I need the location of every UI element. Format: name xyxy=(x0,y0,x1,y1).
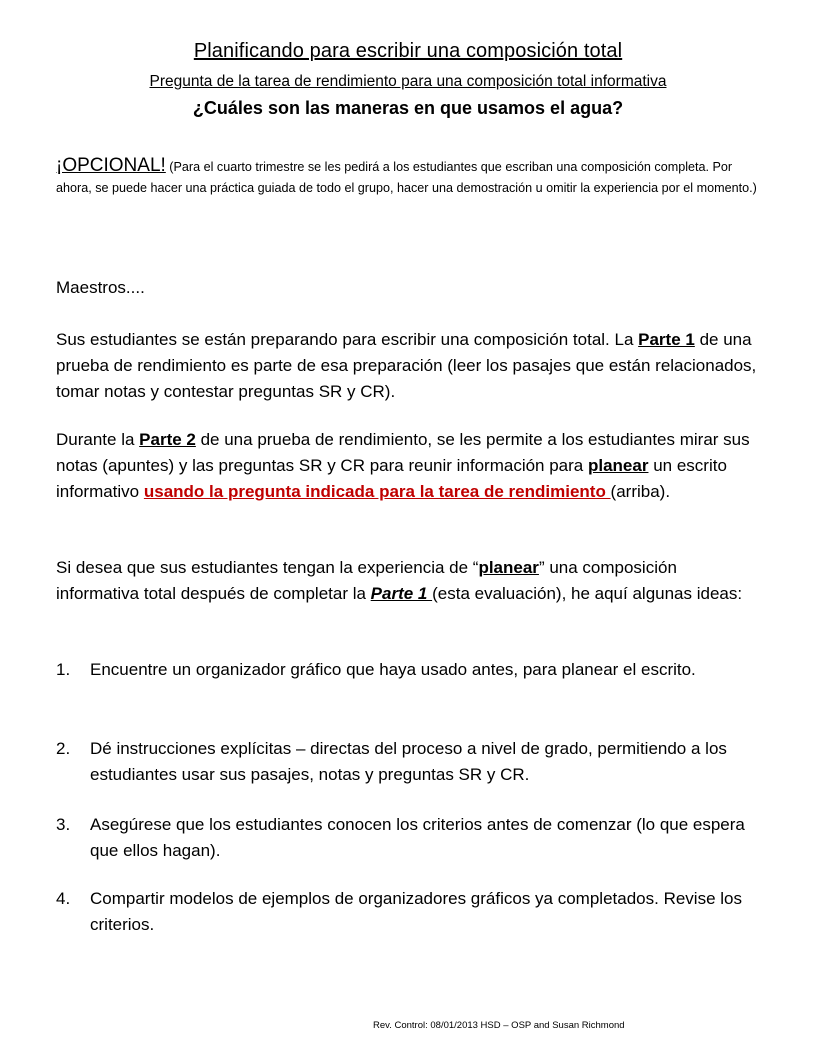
greeting: Maestros.... xyxy=(56,278,145,297)
paragraph-1-text-a: Sus estudiantes se están preparando para escribir una composición total. La xyxy=(56,330,639,349)
list-number: 1. xyxy=(56,660,71,679)
paragraph-3-text-c: (esta evaluación), he aquí algunas ideas: xyxy=(432,584,743,603)
paragraph-3-text-b: ” una composición informativa total después de completar la xyxy=(56,558,677,603)
task-question: ¿Cuáles son las maneras en que usamos el agua? xyxy=(192,98,624,118)
paragraph-2-text-c: un escrito informativo xyxy=(56,456,727,501)
list-number: 2. xyxy=(56,739,71,758)
list-item xyxy=(56,886,768,938)
plan-keyword-2: planear xyxy=(478,558,539,577)
part-2-label: Parte 2 xyxy=(139,430,196,449)
list-item xyxy=(56,812,768,864)
list-text: Compartir modelos de ejemplos de organizadores gráficos ya completados. Revise los criterios. xyxy=(90,889,742,934)
paragraph-2-text-a: Durante la xyxy=(56,430,140,449)
revision-footer: Rev. Control: 08/01/2013 HSD – OSP and Susan Richmond xyxy=(373,1020,625,1031)
optional-label: ¡OPCIONAL! xyxy=(56,155,166,176)
list-text: Asegúrese que los estudiantes conocen los criterios antes de comenzar (lo que espera que ellos hagan). xyxy=(90,815,745,860)
optional-note xyxy=(56,155,768,199)
list-number: 3. xyxy=(56,815,71,834)
list-item xyxy=(56,736,768,788)
paragraph-part-1 xyxy=(56,327,764,405)
highlighted-instruction: usando la pregunta indicada para la tarea de rendimiento xyxy=(143,482,611,501)
optional-note-text: (Para el cuarto trimestre se les pedirá a los estudiantes que escriban una composición completa. Por ahora, se puede hacer una práctica guiada de todo el grupo, hacer una demostración u omitir la experiencia por el momento.) xyxy=(56,160,757,195)
paragraph-planning-ideas xyxy=(56,555,764,607)
list-text: Encuentre un organizador gráfico que haya usado antes, para planear el escrito. xyxy=(90,660,696,679)
page-subtitle: Pregunta de la tarea de rendimiento para una composición total informativa xyxy=(149,73,667,90)
list-item xyxy=(56,657,768,683)
plan-keyword: planear xyxy=(587,456,649,475)
part-1-label-italic: Parte 1 xyxy=(370,584,433,603)
paragraph-2-text-b: de una prueba de rendimiento, se les permite a los estudiantes mirar sus notas (apuntes) y las preguntas SR y CR para reunir información para xyxy=(56,430,750,475)
part-1-label: Parte 1 xyxy=(638,330,695,349)
paragraph-part-2 xyxy=(56,427,764,505)
paragraph-1-text-b: de una prueba de rendimiento es parte de esa preparación (leer los pasajes que están relacionados, tomar notas y contestar preguntas SR y CR). xyxy=(56,330,757,401)
page-title: Planificando para escribir una composición total xyxy=(193,40,623,62)
paragraph-2-text-d: (arriba). xyxy=(610,482,671,501)
list-number: 4. xyxy=(56,889,71,908)
list-text: Dé instrucciones explícitas – directas del proceso a nivel de grado, permitiendo a los estudiantes usar sus pasajes, notas y preguntas SR y CR. xyxy=(90,739,727,784)
paragraph-3-text-a: Si desea que sus estudiantes tengan la experiencia de “ xyxy=(56,558,479,577)
